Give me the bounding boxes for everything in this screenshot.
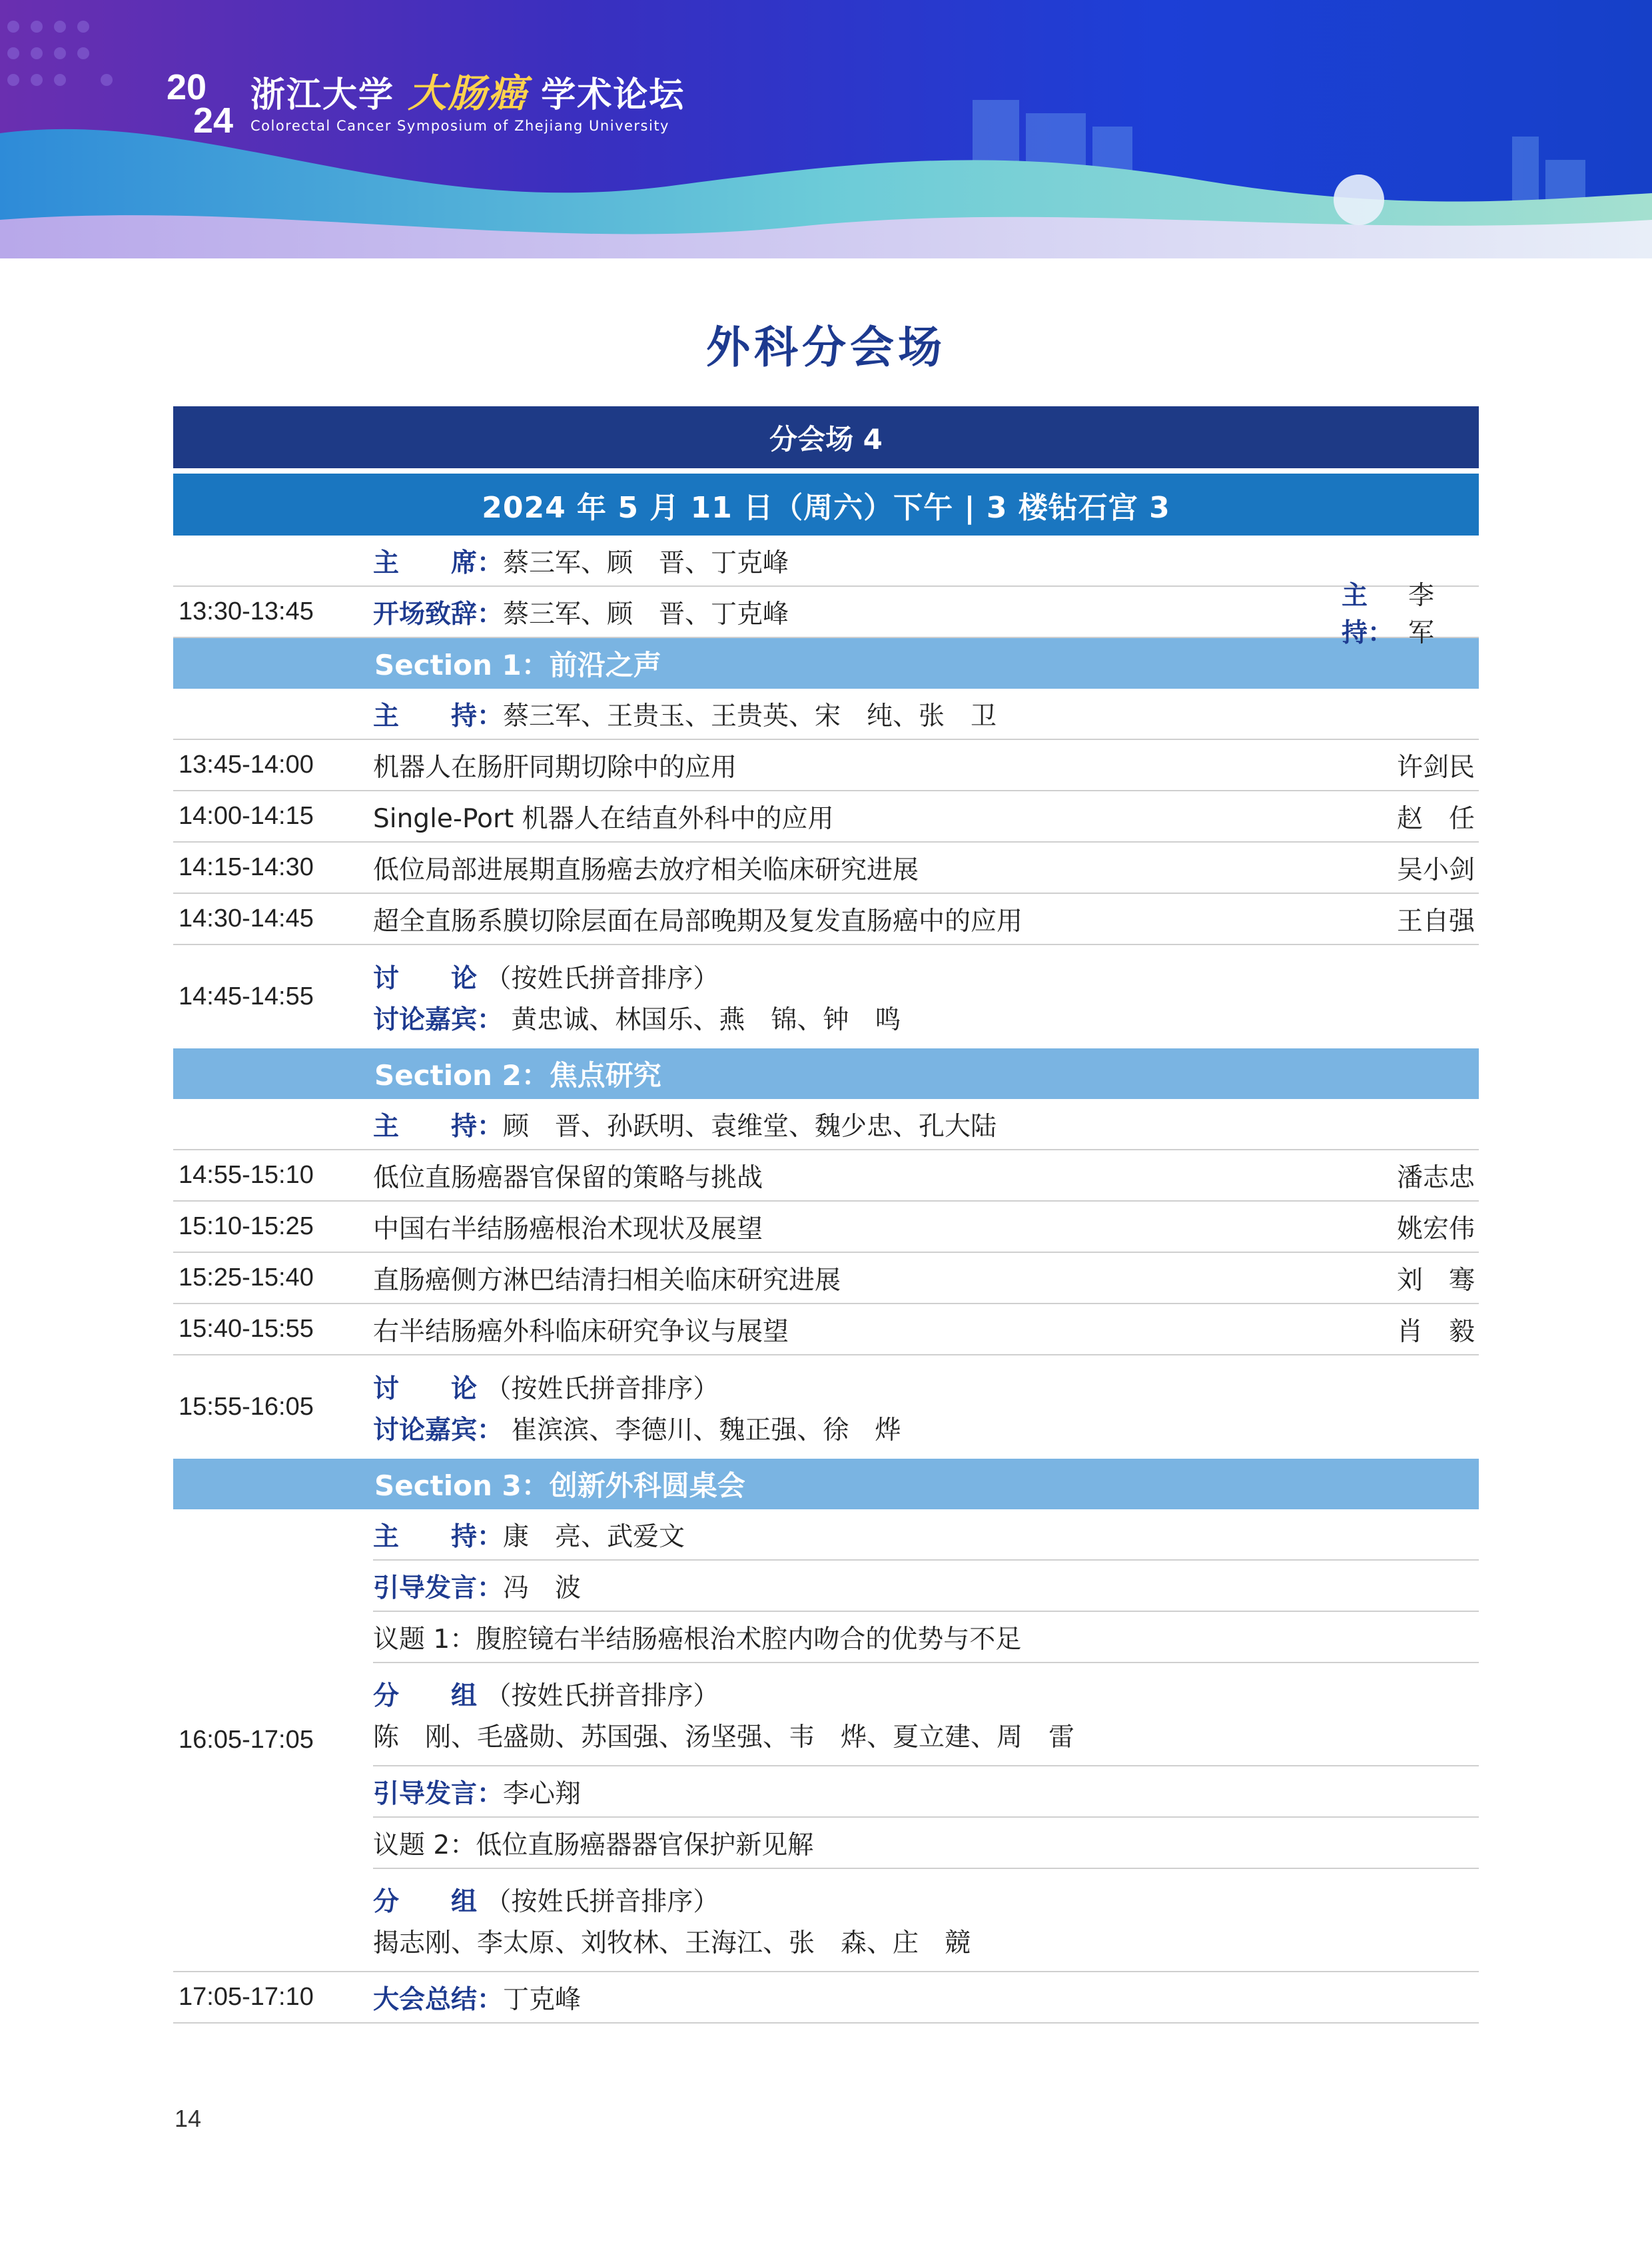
topic-text: 议题 1：腹腔镜右半结肠癌根治术腔内吻合的优势与不足 (373, 1624, 1022, 1655)
lead-speech-row (373, 1561, 1479, 1612)
opening-speech (373, 587, 1342, 637)
talk-topic: 低位局部进展期直肠癌去放疗相关临床研究进展 (373, 855, 919, 885)
lead-speech-name: 李心翔 (503, 1778, 582, 1809)
talk-time: 14:00-14:15 (179, 802, 314, 830)
logo-title-cn (250, 70, 685, 116)
talk-time: 14:55-15:10 (179, 1161, 314, 1189)
discussion-time: 15:55-16:05 (179, 1393, 314, 1421)
lead-speech-row (373, 1766, 1479, 1818)
talk-row (173, 1150, 1479, 1202)
closing-row (173, 1972, 1479, 2024)
guest-names: 崔滨滨、李德川、魏正强、徐 烨 (511, 1415, 901, 1445)
talk-speaker: 许剑民 (1396, 752, 1475, 783)
section-1-host-label: 主 持： (373, 701, 504, 731)
chair-names: 蔡三军、顾 晋、丁克峰 (503, 548, 789, 578)
roundtable-host-row (373, 1509, 1479, 1561)
talk-speaker: 吴小剑 (1396, 855, 1475, 885)
chair-label: 主 席： (373, 548, 504, 578)
closing-label: 大会总结： (373, 1984, 504, 2015)
talk-topic: 机器人在肠肝同期切除中的应用 (373, 752, 737, 783)
group-row (373, 1663, 1479, 1766)
group-names: 陈 刚、毛盛勋、苏国强、汤坚强、韦 烨、夏立建、周 雷 (373, 1722, 1075, 1752)
guest-names: 黄忠诚、林国乐、燕 锦、钟 鸣 (511, 1004, 901, 1035)
discussion-row (173, 1355, 1479, 1459)
logo-year-top: 20 (167, 67, 207, 107)
talk-time: 14:30-14:45 (179, 905, 314, 933)
talk-row (173, 740, 1479, 791)
talk-row (173, 791, 1479, 843)
time-cell (173, 536, 373, 585)
topic-row (373, 1818, 1479, 1869)
lead-speech-label: 引导发言： (373, 1778, 504, 1809)
logo-title-part1: 浙江大学 (250, 75, 395, 115)
talk-topic: 直肠癌侧方淋巴结清扫相关临床研究进展 (373, 1265, 841, 1296)
group-names: 揭志刚、李太原、刘牧林、王海江、张 森、庄 競 (373, 1928, 971, 1958)
talk-time: 15:10-15:25 (179, 1212, 314, 1240)
opening-row (173, 580, 1479, 648)
discussion-note: （按姓氏拼音排序） (485, 963, 719, 994)
symposium-logo (167, 67, 685, 140)
speech-label: 开场致辞： (373, 599, 504, 629)
discussion-label: 讨 论 (373, 1373, 478, 1404)
talk-row (173, 1253, 1479, 1304)
talk-topic: Single-Port 机器人在结直外科中的应用 (373, 803, 834, 834)
section-2-host-row (173, 1099, 1479, 1150)
roundtable-group (173, 1509, 1479, 1972)
talk-time: 15:40-15:55 (179, 1315, 314, 1343)
section-3-title: Section 3：创新外科圆桌会 (374, 1469, 745, 1502)
talk-topic: 中国右半结肠癌根治术现状及展望 (373, 1214, 763, 1244)
session-name: 分会场 4 (173, 406, 1479, 468)
logo-year-bottom: 24 (193, 101, 234, 141)
opening-host (1342, 580, 1479, 648)
topic-text: 议题 2：低位直肠癌器器官保护新见解 (373, 1830, 814, 1860)
section-1-host-row (173, 689, 1479, 740)
logo-year (167, 67, 233, 140)
talk-row (173, 894, 1479, 945)
section-2-host-names: 顾 晋、孙跃明、袁维堂、魏少忠、孔大陆 (503, 1111, 997, 1142)
talk-row (173, 1304, 1479, 1355)
roundtable-time: 16:05-17:05 (179, 1726, 314, 1754)
group-row (373, 1869, 1479, 1971)
lead-speech-name: 冯 波 (503, 1573, 582, 1603)
talk-topic: 低位直肠癌器官保留的策略与挑战 (373, 1162, 763, 1193)
guest-label: 讨论嘉宾： (373, 1004, 504, 1035)
talk-row (173, 843, 1479, 894)
closing-name: 丁克峰 (503, 1984, 582, 2015)
talk-speaker: 肖 毅 (1396, 1316, 1475, 1347)
chair-row (173, 536, 1479, 587)
group-note: （按姓氏拼音排序） (485, 1681, 719, 1711)
section-3-header (173, 1459, 1479, 1509)
speech-names: 蔡三军、顾 晋、丁克峰 (503, 599, 789, 629)
talk-speaker: 姚宏伟 (1396, 1214, 1475, 1244)
chair-cell (373, 536, 1479, 585)
page-title: 外科分会场 (706, 322, 946, 373)
discussion-note: （按姓氏拼音排序） (485, 1373, 719, 1404)
roundtable-host-label: 主 持： (373, 1521, 504, 1552)
guest-label: 讨论嘉宾： (373, 1415, 504, 1445)
topic-row (373, 1612, 1479, 1663)
closing-time: 17:05-17:10 (179, 1983, 314, 2011)
host-name: 李 军 (1408, 580, 1461, 648)
discussion-time: 14:45-14:55 (179, 982, 314, 1010)
talk-topic: 右半结肠癌外科临床研究争议与展望 (373, 1316, 789, 1347)
talk-speaker: 王自强 (1396, 906, 1475, 936)
talk-time: 13:45-14:00 (179, 751, 314, 779)
logo-title-part2: 学术论坛 (541, 75, 685, 115)
roundtable-host-names: 康 亮、武爱文 (503, 1521, 685, 1552)
group-note: （按姓氏拼音排序） (485, 1886, 719, 1917)
discussion-cell (373, 1355, 1479, 1459)
group-label: 分 组 (373, 1886, 478, 1917)
talk-speaker: 赵 任 (1396, 803, 1475, 834)
page-number: 14 (175, 2105, 202, 2132)
header-banner (0, 0, 1652, 260)
talk-time: 15:25-15:40 (179, 1264, 314, 1292)
logo-title-highlight: 大肠癌 (408, 70, 528, 116)
discussion-cell (373, 945, 1479, 1048)
schedule-table (173, 406, 1479, 2024)
opening-time: 13:30-13:45 (179, 597, 314, 625)
talk-time: 14:15-14:30 (179, 853, 314, 881)
group-label: 分 组 (373, 1681, 478, 1711)
talk-topic: 超全直肠系膜切除层面在局部晚期及复发直肠癌中的应用 (373, 906, 1023, 936)
host-label: 主持： (1342, 580, 1394, 648)
session-datetime: 2024 年 5 月 11 日（周六）下午 | 3 楼钻石宫 3 (173, 474, 1479, 536)
lead-speech-label: 引导发言： (373, 1573, 504, 1603)
section-1-host-names: 蔡三军、王贵玉、王贵英、宋 纯、张 卫 (503, 701, 997, 731)
discussion-row (173, 945, 1479, 1048)
talk-speaker: 潘志忠 (1396, 1162, 1475, 1193)
section-1-header (173, 638, 1479, 689)
section-2-host-label: 主 持： (373, 1111, 504, 1142)
logo-subtitle-en: Colorectal Cancer Symposium of Zhejiang University (250, 117, 669, 134)
talk-speaker: 刘 骞 (1396, 1265, 1475, 1296)
section-2-title: Section 2：焦点研究 (374, 1059, 661, 1092)
section-2-header (173, 1048, 1479, 1099)
discussion-label: 讨 论 (373, 963, 478, 994)
section-1-title: Section 1：前沿之声 (374, 649, 661, 681)
talk-row (173, 1202, 1479, 1253)
